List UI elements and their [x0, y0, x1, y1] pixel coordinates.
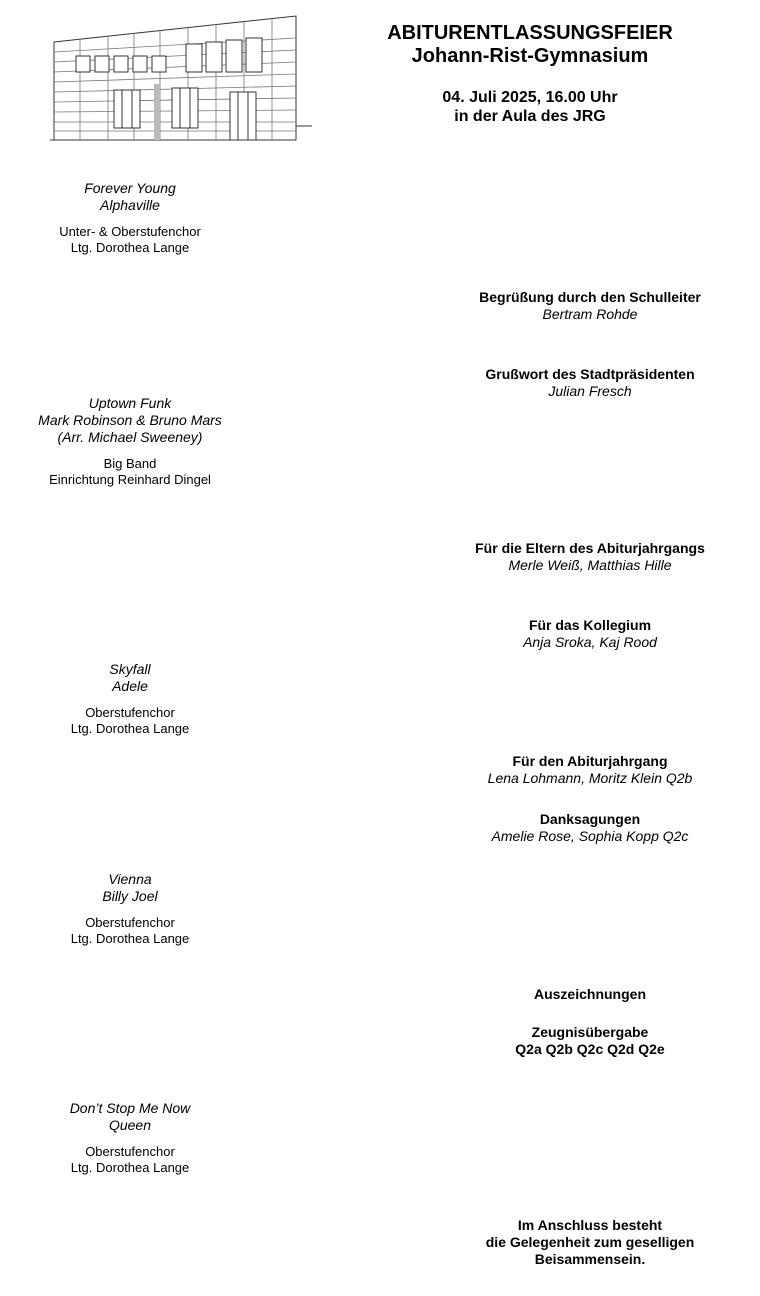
- music-item: [0, 1100, 260, 1176]
- director: Ltg. Dorothea Lange: [70, 931, 190, 946]
- program-heading: Für den Abiturjahrgang: [512, 753, 668, 769]
- page-header: [330, 22, 730, 126]
- program-heading: Für das Kollegium: [528, 617, 652, 633]
- music-item: [0, 661, 260, 737]
- awards-heading: Auszeichnungen: [533, 986, 646, 1002]
- song-artist: Alphaville: [100, 197, 160, 213]
- song-title: Forever Young: [84, 180, 176, 196]
- program-heading: Für die Eltern des Abiturjahrgangs: [475, 540, 705, 556]
- song-title: Don’t Stop Me Now: [69, 1100, 191, 1116]
- director: Einrichtung Reinhard Dingel: [49, 472, 211, 487]
- song-title: Vienna: [108, 871, 152, 887]
- ensemble: Big Band: [103, 456, 157, 471]
- song-arranger: (Arr. Michael Sweeney): [57, 429, 203, 445]
- program-speaker: Merle Weiß, Matthias Hille: [508, 557, 672, 573]
- program-item: [420, 617, 760, 651]
- program-speaker: Amelie Rose, Sophia Kopp Q2c: [491, 828, 689, 844]
- program-item: [420, 986, 760, 1003]
- closing-note: [420, 1217, 760, 1268]
- song-artist: Adele: [112, 678, 148, 694]
- program-speaker: Bertram Rohde: [542, 306, 638, 322]
- event-date: 04. Juli 2025, 16.00 Uhr: [442, 89, 618, 106]
- certificates-heading: Zeugnisübergabe: [531, 1024, 649, 1040]
- song-title: Skyfall: [109, 661, 151, 677]
- closing-line: Beisammensein.: [534, 1251, 646, 1267]
- program-heading: Grußwort des Stadtpräsidenten: [485, 366, 695, 382]
- ensemble: Oberstufenchor: [85, 915, 175, 930]
- school-name: Johann-Rist-Gymnasium: [411, 45, 649, 67]
- event-title: ABITURENTLASSUNGSFEIER: [387, 22, 673, 44]
- song-artist: Billy Joel: [102, 888, 158, 904]
- director: Ltg. Dorothea Lange: [70, 721, 190, 736]
- director: Ltg. Dorothea Lange: [70, 1160, 190, 1175]
- closing-line: Im Anschluss besteht: [517, 1217, 663, 1233]
- music-item: [0, 180, 260, 256]
- ensemble: Oberstufenchor: [85, 705, 175, 720]
- event-place: in der Aula des JRG: [454, 108, 606, 125]
- program-speaker: Julian Fresch: [548, 383, 632, 399]
- ensemble: Oberstufenchor: [85, 1144, 175, 1159]
- program-speaker: Lena Lohmann, Moritz Klein Q2b: [487, 770, 693, 786]
- program-heading: Begrüßung durch den Schulleiter: [479, 289, 701, 305]
- program-item: [420, 1024, 760, 1058]
- director: Ltg. Dorothea Lange: [70, 240, 190, 255]
- program-heading: Danksagungen: [539, 811, 641, 827]
- program-item: [420, 811, 760, 845]
- ensemble: Unter- & Oberstufenchor: [59, 224, 201, 239]
- song-title: Uptown Funk: [88, 395, 172, 411]
- program-item: [420, 366, 760, 400]
- closing-line: die Gelegenheit zum geselligen: [485, 1234, 695, 1250]
- music-item: [0, 871, 260, 947]
- certificates-classes: Q2a Q2b Q2c Q2d Q2e: [515, 1041, 665, 1057]
- song-artist: Queen: [108, 1117, 152, 1133]
- program-speaker: Anja Sroka, Kaj Rood: [523, 634, 657, 650]
- music-item: [0, 395, 260, 488]
- program-item: [420, 289, 760, 323]
- song-artist: Mark Robinson & Bruno Mars: [38, 412, 222, 428]
- school-building-drawing-icon: [50, 14, 315, 144]
- program-item: [420, 540, 760, 574]
- program-item: [420, 753, 760, 787]
